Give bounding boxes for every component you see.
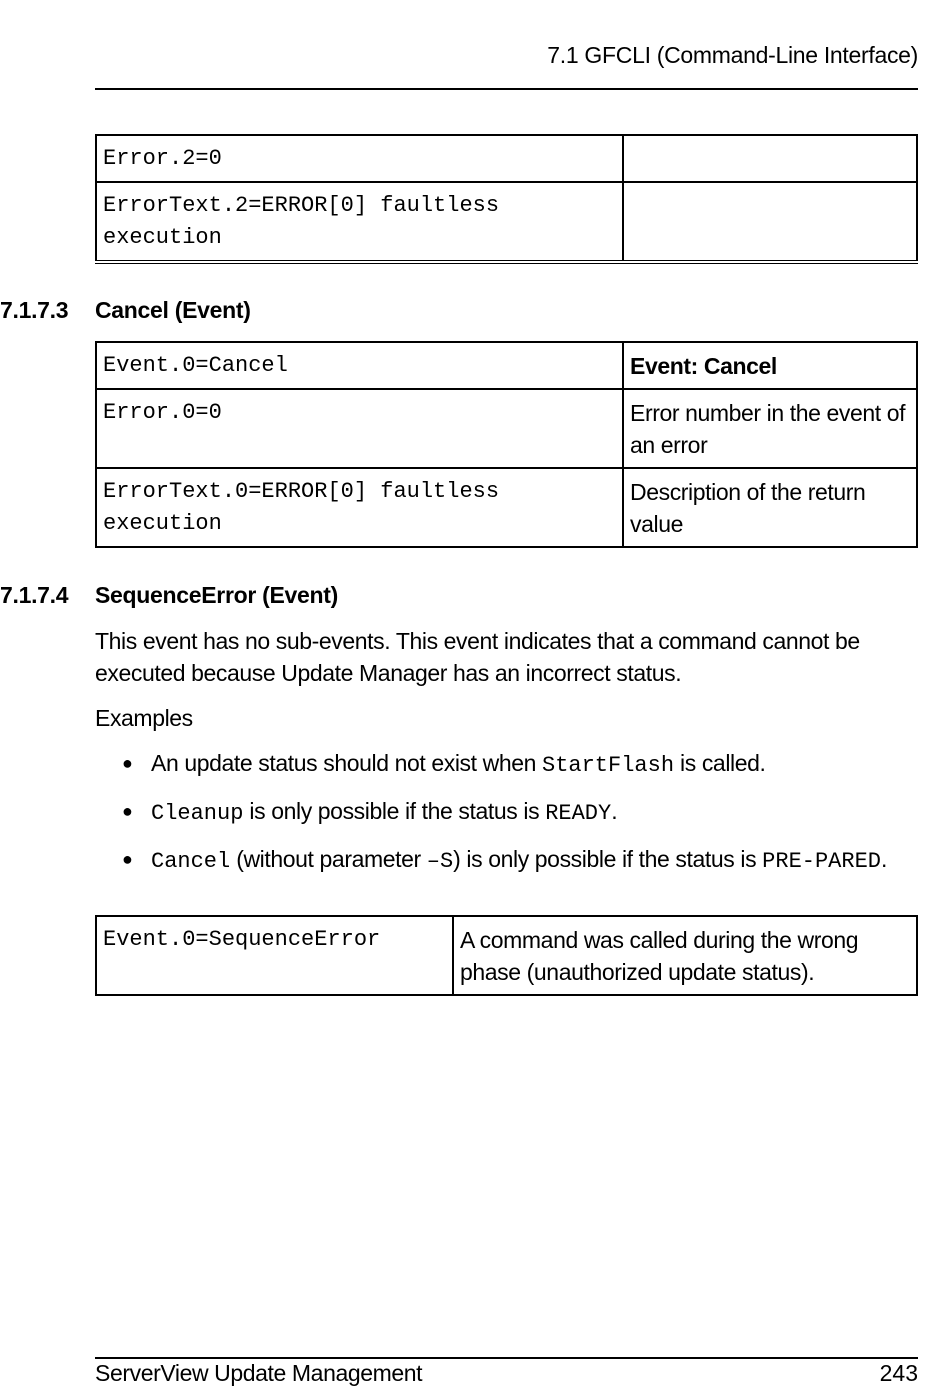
bullet-text: . bbox=[881, 846, 887, 872]
cancel-event-table bbox=[95, 341, 918, 548]
table-cell-desc: Event: Cancel bbox=[623, 342, 917, 389]
table-row bbox=[96, 182, 917, 262]
error-table bbox=[95, 134, 918, 264]
table-cell-desc: Error number in the event of an error bbox=[623, 389, 917, 468]
table-cell-code: ErrorText.0=ERROR[0] faultless execution bbox=[96, 468, 623, 547]
code-inline: Cleanup bbox=[151, 801, 244, 826]
bullet-icon: ● bbox=[122, 849, 133, 869]
list-item bbox=[95, 843, 895, 878]
examples-label: Examples bbox=[95, 705, 193, 731]
header-rule bbox=[95, 88, 918, 90]
table-row bbox=[96, 135, 917, 182]
sequence-error-table bbox=[95, 915, 918, 996]
section-number: 7.1.7.4 bbox=[0, 582, 69, 608]
bullet-text: ) is only possible if the status is bbox=[453, 846, 763, 872]
table-cell-code: ErrorText.2=ERROR[0] faultless execution bbox=[96, 182, 623, 262]
footer-rule bbox=[95, 1357, 918, 1359]
section-heading-cancel bbox=[0, 297, 251, 324]
section-title: Cancel (Event) bbox=[95, 297, 251, 323]
table-row bbox=[96, 342, 917, 389]
table-cell-code: Event.0=SequenceError bbox=[96, 916, 453, 995]
code-inline: StartFlash bbox=[542, 753, 675, 778]
page-number: 243 bbox=[879, 1360, 918, 1386]
table-row bbox=[96, 389, 917, 468]
code-inline: READY bbox=[545, 801, 612, 826]
table-cell-desc bbox=[623, 135, 917, 182]
table-cell-code: Error.0=0 bbox=[96, 389, 623, 468]
table-cell-code: Event.0=Cancel bbox=[96, 342, 623, 389]
table-row bbox=[96, 468, 917, 547]
section-title: SequenceError (Event) bbox=[95, 582, 338, 608]
bullet-text: An update status should not exist when bbox=[151, 750, 542, 776]
table-cell-desc: A command was called during the wrong phase (unauthorized update status). bbox=[453, 916, 917, 995]
bullet-icon: ● bbox=[122, 753, 133, 773]
table-cell-desc bbox=[623, 182, 917, 262]
code-inline: Cancel bbox=[151, 849, 231, 874]
footer-title: ServerView Update Management bbox=[95, 1360, 423, 1386]
code-inline: PRE-PARED bbox=[762, 849, 881, 874]
table-row bbox=[96, 916, 917, 995]
bullet-text: . bbox=[611, 798, 618, 824]
list-item bbox=[95, 795, 895, 830]
list-item bbox=[95, 747, 895, 782]
table-cell-desc: Description of the return value bbox=[623, 468, 917, 547]
table-cell-code: Error.2=0 bbox=[96, 135, 623, 182]
section-heading-sequence-error bbox=[0, 582, 338, 609]
bullet-text: (without parameter bbox=[230, 846, 427, 872]
bullet-icon: ● bbox=[122, 801, 133, 821]
running-header: 7.1 GFCLI (Command-Line Interface) bbox=[547, 42, 918, 68]
section-description: This event has no sub-events. This event indicates that a command cannot be executed because Update Manager has an incorrect status. bbox=[95, 628, 860, 686]
bullet-text: is called. bbox=[674, 750, 766, 776]
bullet-text: is only possible if the status is bbox=[243, 798, 546, 824]
code-inline: –S bbox=[426, 849, 454, 874]
section-number: 7.1.7.3 bbox=[0, 297, 69, 323]
examples-list bbox=[95, 747, 895, 891]
